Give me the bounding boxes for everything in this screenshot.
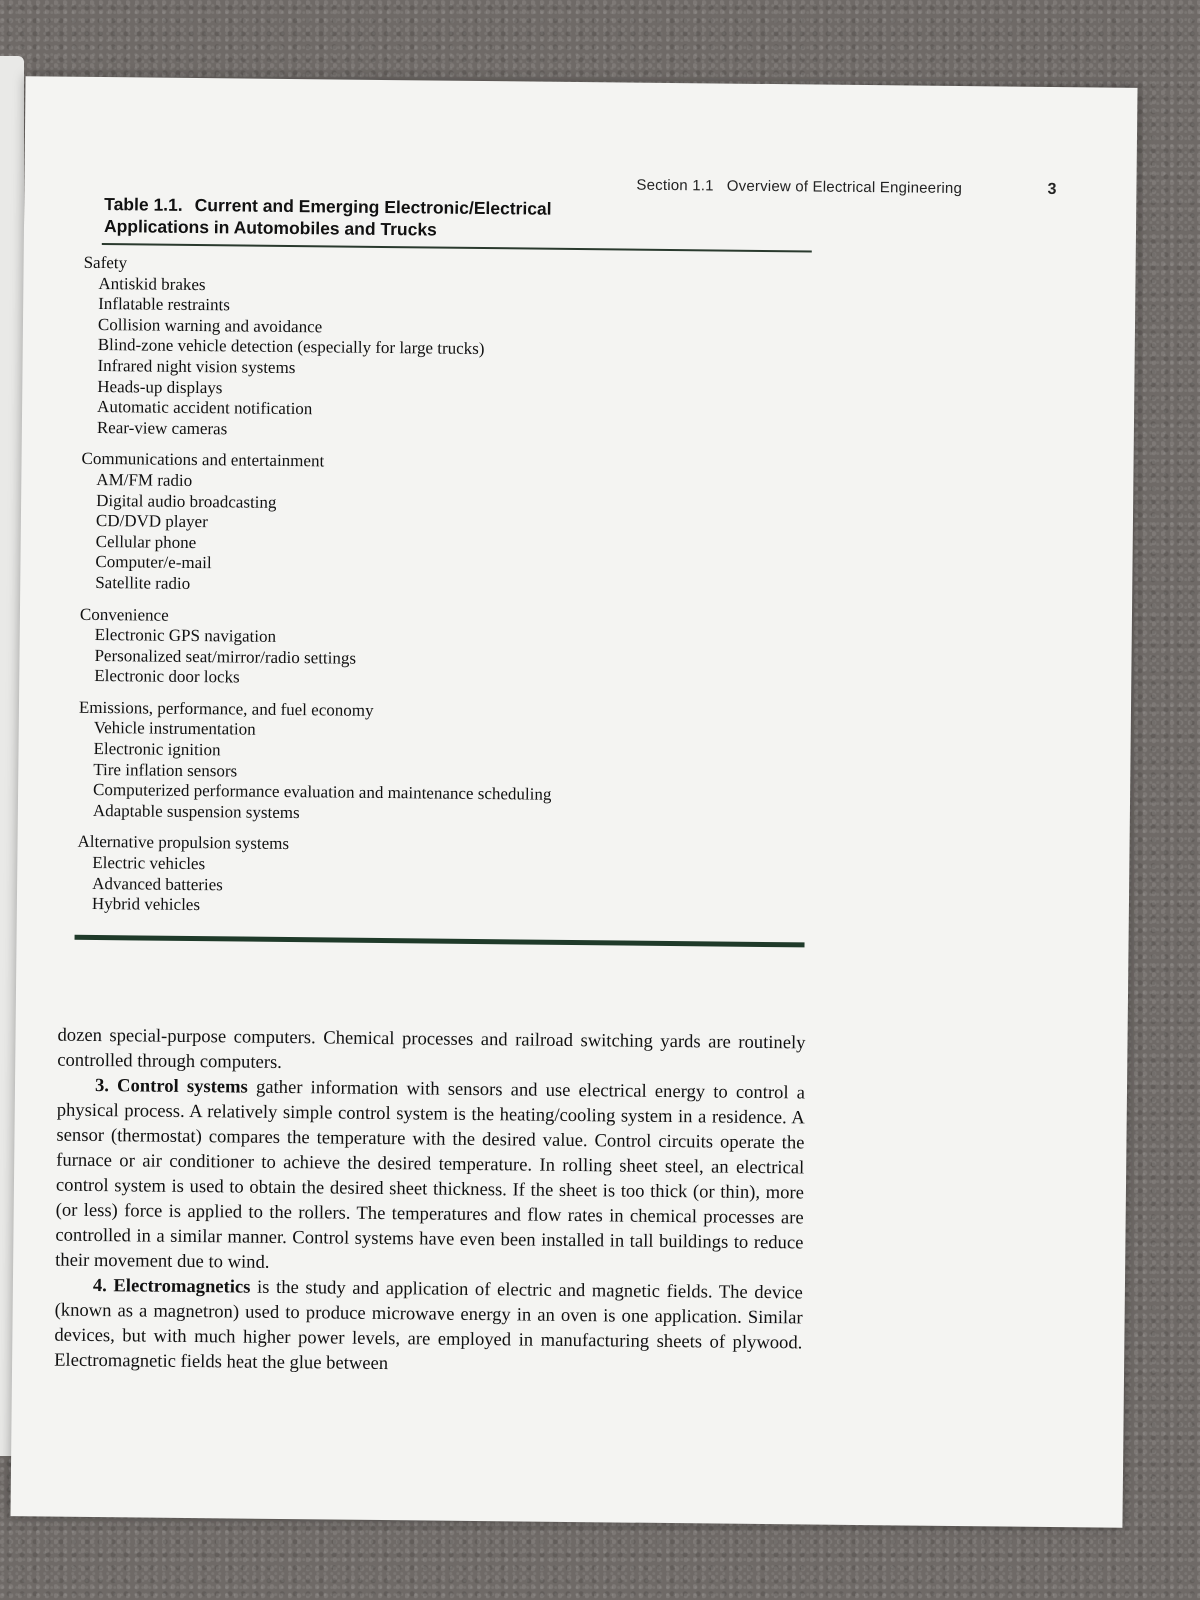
- list-item: Hybrid vehicles: [91, 894, 201, 915]
- list-item: Computerized performance evaluation and maintenance scheduling: [93, 780, 552, 805]
- table-top-rule: [102, 243, 812, 252]
- group-title: Communications and entertainment: [81, 449, 325, 471]
- list-item: Digital audio broadcasting: [96, 490, 277, 512]
- list-item: Cellular phone: [95, 531, 197, 552]
- page-number: 3: [1047, 180, 1057, 199]
- table-caption: [104, 193, 552, 242]
- list-item: Satellite radio: [95, 572, 191, 593]
- table-group-safety: [82, 253, 804, 446]
- group-title: Emissions, performance, and fuel economy: [78, 697, 374, 720]
- list-item: Heads-up displays: [97, 376, 223, 397]
- group-title: Safety: [83, 252, 128, 273]
- paragraph-control-systems: 3. Control systems gather information with sensors and use electrical energy to control a physical process. A relatively simple control system is the heating/cooling system in a residence. A sensor (thermostat) compares the temperature with the desired value. Control circuits operate the furnace or air conditioner to achieve the desired temperature. In rolling sheet steel, an electrical control system is used to obtain the desired sheet thickness. If the sheet is too thick (or thin), more (or less) force is applied to the rollers. The temperatures and flow rates in chemical processes are controlled in a similar manner. Control systems have even been installed in tall buildings to reduce their movement due to wind.: [55, 1075, 806, 1273]
- list-item: Adaptable suspension systems: [92, 800, 300, 822]
- table-caption-line2: Applications in Automobiles and Trucks: [103, 216, 437, 240]
- list-item: Automatic accident notification: [97, 397, 313, 419]
- list-item: Collision warning and avoidance: [97, 314, 323, 337]
- list-item: Inflatable restraints: [98, 294, 230, 315]
- list-item: Vehicle instrumentation: [93, 718, 256, 740]
- list-item: Infrared night vision systems: [97, 355, 296, 378]
- list-item: CD/DVD player: [95, 511, 208, 532]
- list-item: Personalized seat/mirror/radio settings: [94, 645, 357, 668]
- running-head-section: Section 1.1: [636, 176, 714, 195]
- running-head: [636, 177, 1056, 199]
- list-item: Electronic GPS navigation: [94, 625, 277, 646]
- table-label: Table 1.1.: [104, 194, 183, 215]
- table-bottom-rule: [75, 935, 805, 948]
- running-head-title: Overview of Electrical Engineering: [726, 177, 963, 198]
- table-caption-line1: Current and Emerging Electronic/Electrical: [194, 194, 552, 219]
- paragraph: dozen special-purpose computers. Chemical processes and railroad switching yards are routinely controlled through computers.: [57, 1024, 806, 1073]
- list-item: Rear-view cameras: [96, 417, 228, 439]
- list-item: Electronic door locks: [94, 666, 240, 687]
- term-electromagnetics: 4. Electromagnetics: [92, 1274, 251, 1298]
- table-body: [77, 253, 804, 933]
- list-item: Antiskid brakes: [98, 273, 206, 294]
- book-page: [10, 76, 1137, 1528]
- term-control-systems: 3. Control systems: [94, 1075, 248, 1098]
- list-item: Blind-zone vehicle detection (especially for large trucks): [97, 335, 485, 359]
- body-text: [54, 1023, 806, 1381]
- list-item: AM/FM radio: [96, 469, 193, 490]
- list-item: Advanced batteries: [92, 873, 223, 894]
- table-group-emissions: [78, 698, 799, 829]
- paragraph-electromagnetics: 4. Electromagnetics is the study and application of electric and magnetic fields. The device (known as a magnetron) used to produce microwave energy in an oven is one application. Similar devices, but with much higher power levels, are employed in manufacturing sheets of plywood. Electromagnetic fields heat the glue between: [54, 1274, 803, 1375]
- list-item: Tire inflation sensors: [93, 759, 238, 781]
- table-group-propulsion: [77, 832, 798, 922]
- table-group-communications: [80, 449, 801, 601]
- list-item: Electronic ignition: [93, 739, 221, 760]
- list-item: Electric vehicles: [92, 852, 206, 874]
- group-title: Convenience: [79, 604, 169, 625]
- list-item: Computer/e-mail: [95, 552, 212, 573]
- group-title: Alternative propulsion systems: [77, 832, 290, 854]
- table-group-convenience: [79, 604, 800, 694]
